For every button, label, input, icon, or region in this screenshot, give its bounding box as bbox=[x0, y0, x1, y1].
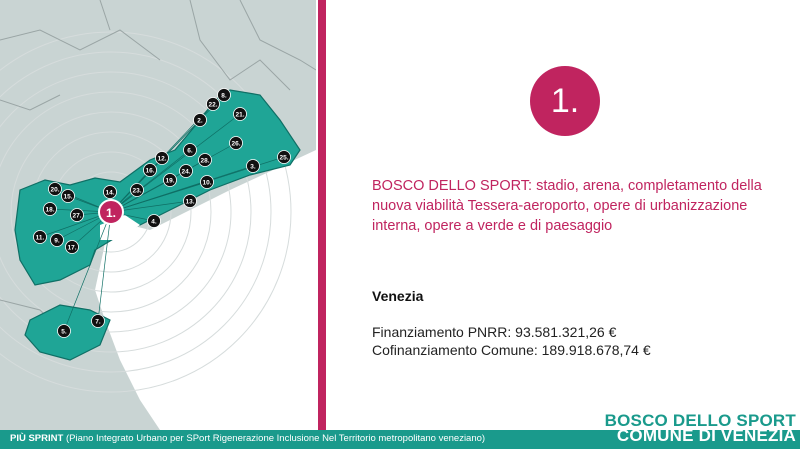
map-marker[interactable] bbox=[278, 151, 291, 164]
map-marker[interactable] bbox=[184, 144, 197, 157]
map-marker-label: 10. bbox=[202, 179, 212, 187]
map-marker-label: 12. bbox=[157, 155, 167, 163]
map-marker[interactable] bbox=[184, 195, 197, 208]
funding-pnrr: Finanziamento PNRR: 93.581.321,26 € bbox=[372, 324, 617, 340]
project-location: Venezia bbox=[372, 288, 424, 304]
map-marker[interactable] bbox=[194, 114, 207, 127]
map-marker-label: 5. bbox=[61, 328, 67, 336]
map-marker-label: 22. bbox=[208, 101, 218, 109]
map-marker-label: 19. bbox=[165, 177, 175, 185]
map-marker-label: 3. bbox=[250, 163, 256, 171]
map-marker[interactable] bbox=[44, 203, 57, 216]
map-marker[interactable] bbox=[148, 215, 161, 228]
project-number-badge bbox=[530, 66, 600, 136]
map-marker-label: 7. bbox=[95, 318, 101, 326]
project-number: 1. bbox=[550, 81, 580, 120]
map-marker-label: 21. bbox=[235, 111, 245, 119]
map-marker[interactable] bbox=[131, 184, 144, 197]
map-marker[interactable] bbox=[201, 176, 214, 189]
map-panel bbox=[0, 0, 316, 430]
map-marker-label: 23. bbox=[132, 187, 142, 195]
map-marker-label: 18. bbox=[45, 206, 55, 214]
map-marker-label: 20. bbox=[50, 186, 60, 194]
map-marker[interactable] bbox=[51, 234, 64, 247]
map-marker-label: 25. bbox=[279, 154, 289, 162]
map-marker[interactable] bbox=[58, 325, 71, 338]
map-marker[interactable] bbox=[218, 89, 231, 102]
metropolitan-map bbox=[0, 0, 316, 430]
map-marker[interactable] bbox=[180, 165, 193, 178]
map-marker-label: 17. bbox=[67, 244, 77, 252]
selected-project-label: 1. bbox=[105, 206, 117, 220]
map-marker[interactable] bbox=[49, 183, 62, 196]
map-marker[interactable] bbox=[164, 174, 177, 187]
map-marker[interactable] bbox=[230, 137, 243, 150]
map-marker[interactable] bbox=[104, 186, 117, 199]
map-marker-label: 24. bbox=[181, 168, 191, 176]
map-marker-label: 15. bbox=[63, 193, 73, 201]
map-marker[interactable] bbox=[247, 160, 260, 173]
map-marker[interactable] bbox=[207, 98, 220, 111]
map-marker-label: 26. bbox=[231, 140, 241, 148]
map-marker-label: 13. bbox=[185, 198, 195, 206]
funding-comune: Cofinanziamento Comune: 189.918.678,74 € bbox=[372, 342, 651, 358]
map-marker[interactable] bbox=[92, 315, 105, 328]
map-marker-label: 14. bbox=[105, 189, 115, 197]
map-marker[interactable] bbox=[156, 152, 169, 165]
map-marker[interactable] bbox=[199, 154, 212, 167]
map-marker[interactable] bbox=[71, 209, 84, 222]
map-marker-label: 28. bbox=[200, 157, 210, 165]
footer-text bbox=[10, 433, 485, 444]
map-marker-label: 9. bbox=[54, 237, 60, 245]
divider-bar bbox=[318, 0, 326, 430]
map-marker[interactable] bbox=[66, 241, 79, 254]
brand-line-1: BOSCO DELLO SPORT bbox=[604, 411, 796, 430]
map-marker-label: 8. bbox=[221, 92, 227, 100]
map-marker[interactable] bbox=[144, 164, 157, 177]
map-marker-label: 6. bbox=[187, 147, 193, 155]
map-marker[interactable] bbox=[234, 108, 247, 121]
map-marker-label: 27. bbox=[72, 212, 82, 220]
map-marker[interactable] bbox=[62, 190, 75, 203]
project-description: BOSCO DELLO SPORT: stadio, arena, completamento della nuova viabilità Tessera-aeroporto, opere di urbanizzazione interna, opere a verde e di paesaggio bbox=[372, 178, 762, 234]
map-marker-label: 2. bbox=[197, 117, 203, 125]
map-marker[interactable] bbox=[34, 231, 47, 244]
map-marker-label: 11. bbox=[35, 234, 45, 242]
map-marker-label: 4. bbox=[151, 218, 157, 226]
footer-lead: PIÙ SPRINT bbox=[10, 433, 64, 444]
footer-rest: (Piano Integrato Urbano per SPort Rigenerazione Inclusione Nel Territorio metropolitano veneziano) bbox=[63, 433, 486, 444]
map-marker-label: 16. bbox=[145, 167, 155, 175]
brand-line-2: COMUNE DI VENEZIA bbox=[616, 426, 796, 445]
